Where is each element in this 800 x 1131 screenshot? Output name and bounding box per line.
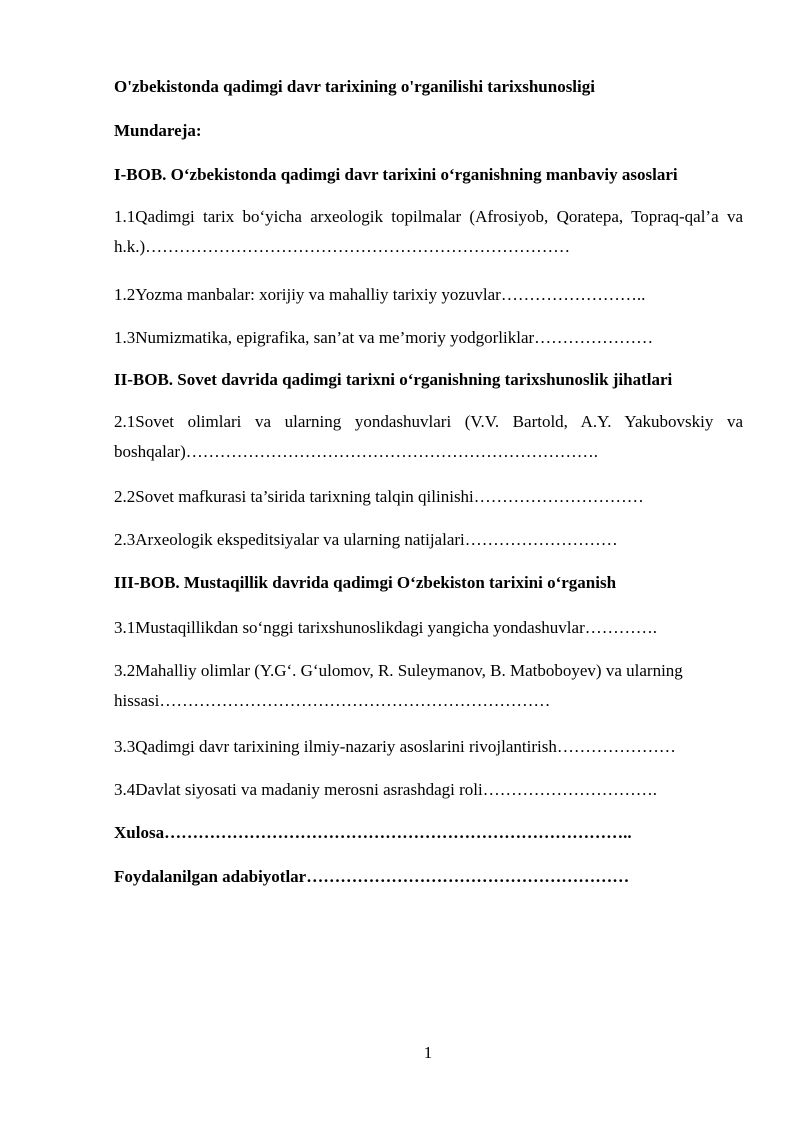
toc-entry-3-1: 3.1Mustaqillikdan so‘nggi tarixshunoslikdagi yangicha yondashuvlar…………. [114, 618, 657, 637]
toc-entry-1-3: 1.3Numizmatika, epigrafika, san’at va me’moriy yodgorliklar………………… [114, 328, 654, 347]
toc-entry-1-1: 1.1Qadimgi tarix bo‘yicha arxeologik topilmalar (Afrosiyob, Qoratepa, Topraq-qal’a va h.k.)………………………………………………………………… [114, 207, 743, 256]
chapter-3-heading: III-BOB. Mustaqillik davrida qadimgi O‘zbekiston tarixini o‘rganish [114, 573, 617, 592]
toc-entry-2-2: 2.2Sovet mafkurasi ta’sirida tarixning talqin qilinishi………………………… [114, 487, 644, 506]
page-number: 1 [423, 1043, 433, 1062]
document-title: O'zbekistonda qadimgi davr tarixining o'rganilishi tarixshunosligi [114, 77, 595, 96]
toc-entry-2-3: 2.3Arxeologik ekspeditsiyalar va ularning natijalari……………………… [114, 530, 618, 549]
toc-entry-1-2: 1.2Yozma manbalar: xorijiy va mahalliy tarixiy yozuvlar…………………….. [114, 285, 646, 304]
toc-references: Foydalanilgan adabiyotlar………………………………………………… [114, 867, 630, 886]
chapter-2-heading: II-BOB. Sovet davrida qadimgi tarixni o‘rganishning tarixshunoslik jihatlari [114, 370, 673, 389]
toc-conclusion: Xulosa……………………………………………………………………….. [114, 823, 632, 842]
chapter-1-heading: I-BOB. O‘zbekistonda qadimgi davr tarixini o‘rganishning manbaviy asoslari [114, 165, 678, 184]
toc-entry-3-2: 3.2Mahalliy olimlar (Y.G‘. G‘ulomov, R. Suleymanov, B. Matboboyev) va ularning hissasi…………………………………………………………… [114, 661, 683, 710]
contents-heading: Mundareja: [114, 121, 202, 140]
toc-entry-2-1: 2.1Sovet olimlari va ularning yondashuvlari (V.V. Bartold, A.Y. Yakubovskiy va boshqalar)………………………………………………………………. [114, 412, 743, 461]
toc-entry-3-3: 3.3Qadimgi davr tarixining ilmiy-nazariy asoslarini rivojlantirish………………… [114, 737, 676, 756]
toc-entry-3-4: 3.4Davlat siyosati va madaniy merosni asrashdagi roli…………………………. [114, 780, 657, 799]
